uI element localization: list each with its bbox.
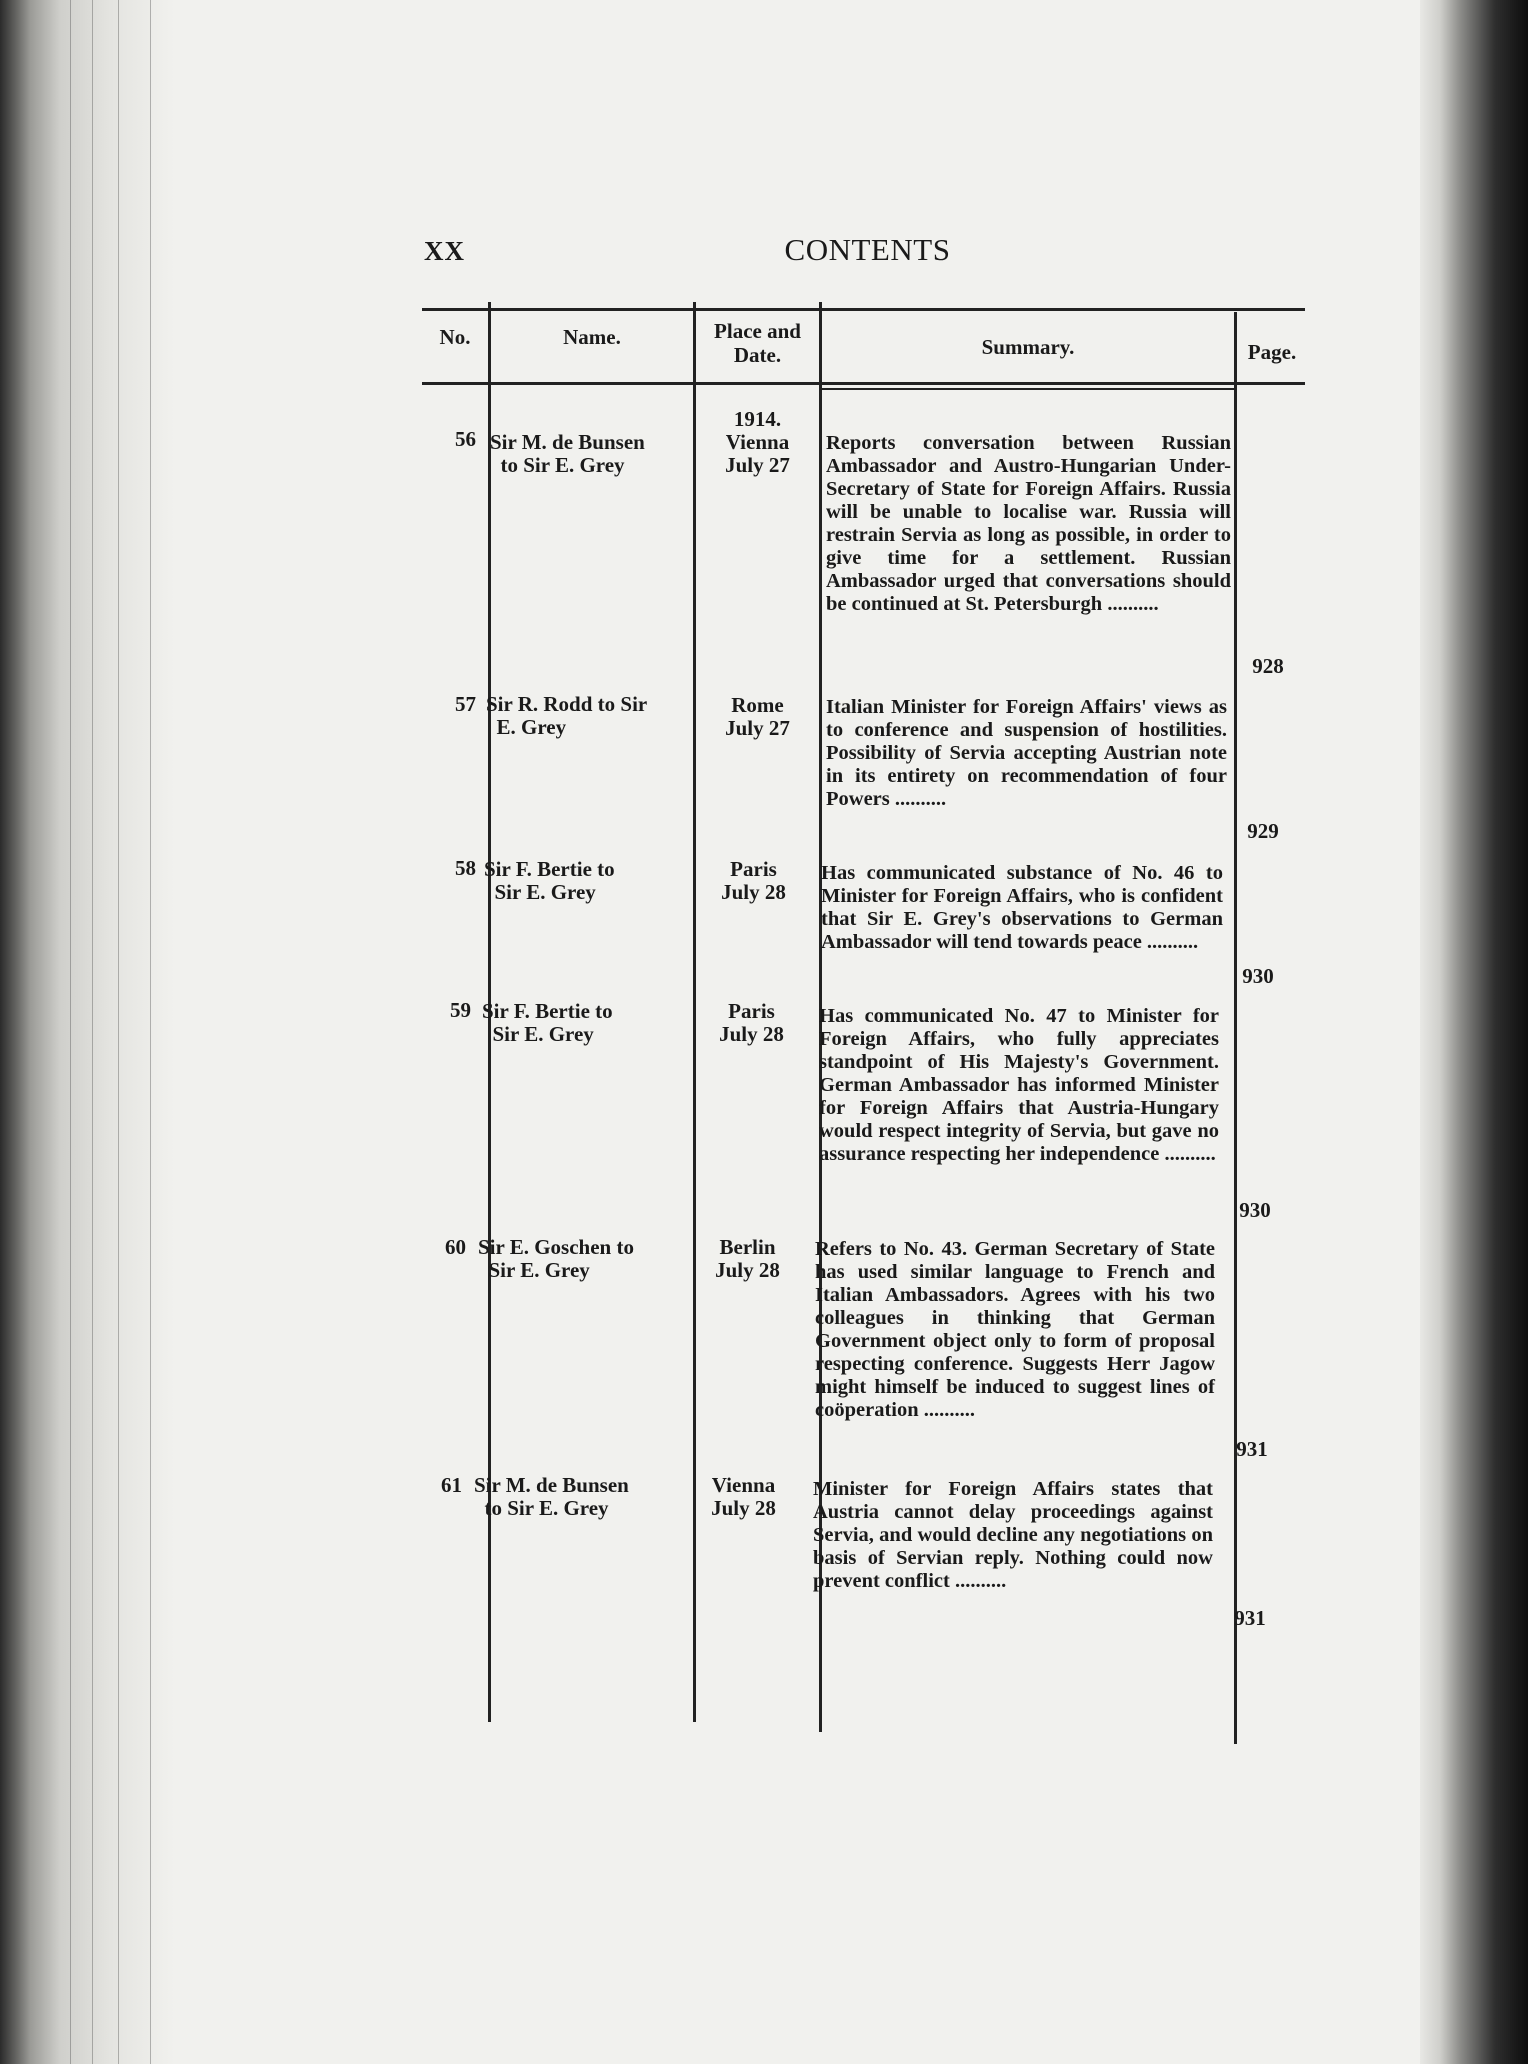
row-place-date: Berlin July 28: [715, 1235, 780, 1282]
column-header-place-date: Place and Date.: [714, 319, 801, 367]
row-name: Sir F. Bertie to Sir E. Grey: [482, 999, 613, 1046]
row-name: Sir E. Goschen to Sir E. Grey: [478, 1235, 634, 1282]
row-summary: Has communicated substance of No. 46 to Minister for Foreign Affairs, who is confident that Sir E. Grey's observations to German Ambassador will tend towards peace ..........: [821, 862, 1223, 953]
row-summary: Minister for Foreign Affairs states that Austria cannot delay proceedings against Servia, and would decline any negotiations on basis of Servian reply. Nothing could now prevent conflict ..........: [813, 1478, 1213, 1592]
row-number: 58: [455, 856, 476, 880]
column-header-summary: Summary.: [981, 335, 1075, 359]
row-page: 929: [1247, 819, 1279, 843]
column-divider-4: [1234, 312, 1237, 1744]
row-summary: Reports conversation between Russian Ambassador and Austro-Hungarian Under-Secretary of State for Foreign Affairs. Russia will be unable to localise war. Russia will restrain Servia as long as possible, in order to give time for a settlement. Russian Ambassador urged that conversations should be continued at St. Petersburgh ..........: [826, 432, 1231, 615]
column-header-name: Name.: [563, 325, 621, 349]
column-header-no: No.: [439, 325, 471, 349]
row-page: 930: [1242, 964, 1274, 988]
row-number: 61: [441, 1473, 462, 1497]
page-edges: [0, 0, 175, 2064]
row-name: Sir M. de Bunsen to Sir E. Grey: [490, 430, 645, 477]
page-title: CONTENTS: [784, 232, 951, 267]
row-name: Sir R. Rodd to Sir E. Grey: [486, 692, 648, 739]
row-name: Sir F. Bertie to Sir E. Grey: [484, 857, 615, 904]
row-name: Sir M. de Bunsen to Sir E. Grey: [474, 1473, 629, 1520]
row-page: 931: [1234, 1606, 1266, 1630]
table-top-rule: [422, 308, 1305, 311]
row-page: 930: [1239, 1198, 1271, 1222]
leader-dots: ..........: [1159, 1143, 1216, 1165]
leader-dots: ..........: [1102, 593, 1159, 615]
row-number: 56: [455, 427, 476, 451]
leader-dots: ..........: [1141, 931, 1199, 953]
row-summary: Has communicated No. 47 to Minister for Foreign Affairs, who fully appreciates standpoint of His Majesty's Government. German Ambassador has informed Minister for Foreign Affairs that Austria-Hungary would respect integrity of Servia, but gave no assurance respecting her independence ..........: [819, 1005, 1219, 1165]
row-summary: Refers to No. 43. German Secretary of State has used similar language to French and Italian Ambassadors. Agrees with his two colleagues in thinking that German Government object only to form of proposal respecting conference. Suggests Herr Jagow might himself be induced to suggest lines of coöperation ..........: [815, 1238, 1215, 1421]
leader-dots: ..........: [889, 788, 947, 810]
row-summary: Italian Minister for Foreign Affairs' views as to conference and suspension of hostilities. Possibility of Servia accepting Austrian note in its entirety on recommendation of four Powers ..........: [826, 696, 1227, 810]
leader-dots: ..........: [949, 1570, 1007, 1592]
row-number: 60: [445, 1235, 466, 1259]
row-page: 928: [1252, 654, 1284, 678]
page-number-roman: XX: [424, 236, 465, 266]
leader-dots: ..........: [918, 1399, 975, 1421]
row-place-date: Paris July 28: [721, 857, 786, 904]
row-page: 931: [1236, 1437, 1268, 1461]
row-place-date: Paris July 28: [719, 999, 784, 1046]
row-place-date: Vienna July 28: [711, 1473, 776, 1520]
page-shadow: [1420, 0, 1528, 2064]
header-bottom-rule: [422, 382, 1305, 385]
header-bottom-rule-2: [822, 388, 1234, 390]
row-number: 59: [450, 998, 471, 1022]
row-place-date: Rome July 27: [725, 693, 790, 740]
row-place-date: 1914. Vienna July 27: [725, 407, 790, 477]
row-number: 57: [455, 692, 476, 716]
column-header-page: Page.: [1247, 340, 1297, 364]
